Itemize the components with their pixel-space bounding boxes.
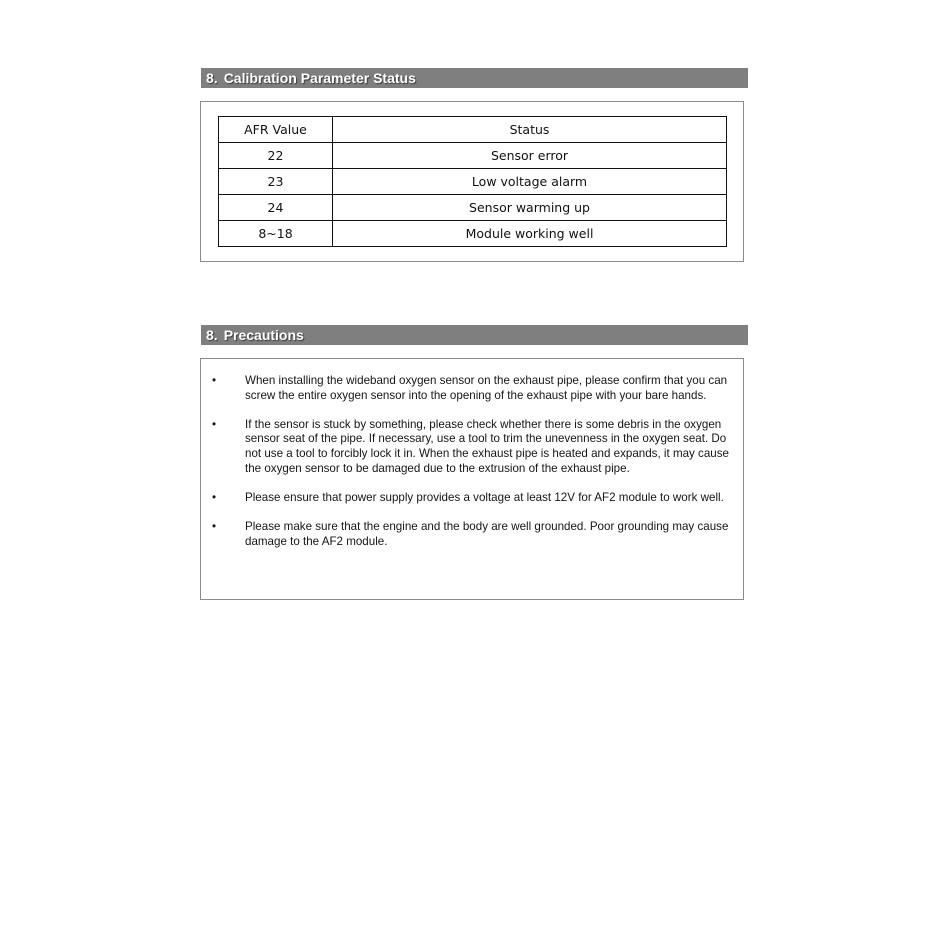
table-row (219, 143, 727, 169)
status-cell: Sensor error (333, 143, 727, 169)
table-header-row (219, 117, 727, 143)
bullet-icon: • (212, 519, 217, 533)
calibration-section-title: Calibration Parameter Status (223, 70, 416, 86)
bullet-icon: • (212, 490, 217, 504)
bullet-icon: • (212, 374, 217, 387)
afr-value-cell: 8~18 (219, 221, 333, 247)
column-header-afr-value: AFR Value (219, 117, 333, 143)
precautions-section-header (201, 325, 748, 345)
precaution-text: When installing the wideband oxygen sensor on the exhaust pipe, please confirm that you can screw the entire oxygen sensor into the opening of the exhaust pipe with your bare hands. (245, 374, 728, 402)
status-cell: Module working well (333, 221, 727, 247)
list-item (201, 418, 743, 476)
list-item (201, 491, 743, 506)
precaution-text: Please ensure that power supply provides a voltage at least 12V for AF2 module to work well. (245, 490, 724, 504)
status-cell: Sensor warming up (333, 195, 727, 221)
afr-value-cell: 23 (219, 169, 333, 195)
precaution-text: Please make sure that the engine and the body are well grounded. Poor grounding may cause damage to the AF2 module. (245, 519, 729, 548)
list-item (201, 374, 743, 403)
table-row (219, 195, 727, 221)
precautions-section-number: 8. (206, 327, 218, 343)
afr-value-cell: 22 (219, 143, 333, 169)
calibration-panel (200, 101, 744, 262)
precaution-text: If the sensor is stuck by something, please check whether there is some debris in the oxygen sensor seat of the pipe. If necessary, use a tool to trim the unevenness in the oxygen seat. Do not use a tool to forcibly lock it in. When the exhaust pipe is heated and expands, it may cause the oxygen sensor to be damaged due to the extrusion of the exhaust pipe. (245, 417, 729, 475)
precautions-panel (200, 358, 744, 600)
list-item (201, 520, 743, 549)
column-header-status: Status (333, 117, 727, 143)
status-cell: Low voltage alarm (333, 169, 727, 195)
table-row (219, 221, 727, 247)
calibration-section-header (201, 68, 748, 88)
calibration-section-number: 8. (206, 70, 218, 86)
afr-status-table (218, 116, 727, 247)
precautions-section-title: Precautions (223, 327, 304, 343)
afr-value-cell: 24 (219, 195, 333, 221)
bullet-icon: • (212, 417, 217, 431)
table-row (219, 169, 727, 195)
precautions-list (201, 374, 743, 564)
